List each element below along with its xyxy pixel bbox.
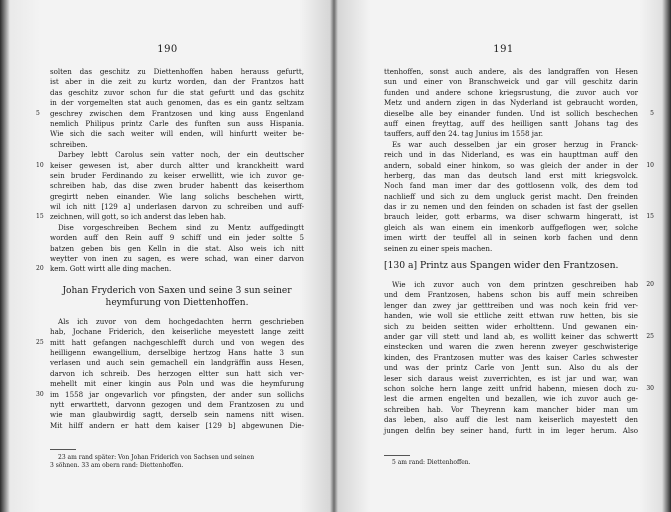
- text-line: [384, 374, 638, 384]
- text-line: [384, 233, 638, 243]
- text-line: [384, 108, 654, 119]
- paragraph: [36, 222, 304, 275]
- text-line-content: sein bruder Ferdinando zu keiser erwellitt, wie ich zuvor ge-: [50, 170, 304, 180]
- footnote-line: 3 söhnen. 33 am obern rand: Diettenhoffen.: [50, 462, 184, 469]
- text-line: [50, 400, 304, 410]
- line-number: 20: [36, 265, 44, 273]
- text-line: [384, 150, 638, 160]
- text-line: [50, 150, 304, 160]
- text-line: [384, 244, 638, 254]
- section-heading: [130 a] Printz aus Spangen wider den Frantzosen.: [384, 260, 619, 272]
- text-line: [50, 379, 304, 389]
- text-line-content: sich zu beiden seitten wider erholttenn. Und gewanen ein-: [384, 321, 638, 331]
- text-line: [384, 129, 638, 139]
- text-line-content: kinden, des Frantzosen mutter was des kaiser Carles schwester: [384, 352, 638, 362]
- page-number: 190: [157, 44, 178, 55]
- text-line: [50, 223, 304, 233]
- text-line-content: sun und einer von Branschweick und gar vill geschitz darin: [384, 77, 638, 87]
- text-line-content: Mit hilff andern er hatt dem kaiser [129 b] abgewunen Die-: [50, 420, 304, 430]
- text-line: [50, 98, 304, 108]
- footnotes: [50, 454, 304, 470]
- line-number: 15: [646, 213, 654, 221]
- text-line-content: Darbey lebtt Carolus sein vatter noch, der ein deuttscher: [58, 150, 304, 160]
- text-line: [50, 129, 304, 139]
- text-line-content: nytt erwarttett, darvonn gezogen und dem Frantzosen zu und: [50, 399, 304, 409]
- text-line-content: Dise vorgeschreiben Bechem sind zu Mentz auffgedingtt: [58, 222, 304, 232]
- text-line: [50, 171, 304, 181]
- text-line-content: solten das geschitz zu Diettenhoffen haben herauss gefurtt,: [50, 67, 304, 76]
- text-line: [384, 67, 638, 77]
- text-line-content: heilligenn ewangellium, derselbige hertzog Hans hatte 3 sun: [50, 347, 304, 357]
- footnotes: [384, 459, 638, 467]
- text-line: [384, 98, 638, 108]
- text-line: [50, 421, 304, 431]
- text-line-content: imen wirtt der teuffel all in seinen korb fachen und denn: [384, 233, 638, 243]
- text-line: [384, 301, 638, 311]
- text-line: [50, 410, 304, 420]
- paragraph: [384, 139, 654, 254]
- text-line: [384, 223, 638, 233]
- text-line: [50, 202, 304, 212]
- footnote-divider: [50, 449, 76, 450]
- text-line: [384, 202, 638, 212]
- text-line-content: ttenhoffen, sonst auch andere, als des landgraffen von Hesen: [384, 67, 638, 76]
- text-line: [36, 337, 304, 348]
- text-line-content: Noch fand man imer dar des gottlosenn volk, des dem tod: [384, 181, 638, 191]
- text-line: [384, 342, 638, 352]
- text-line: [384, 415, 638, 425]
- text-line: [36, 160, 304, 171]
- left-page: [0, 0, 335, 512]
- text-line-content: ander gar vill stett und land ab, es wollitt keiner das schwertt: [384, 331, 638, 341]
- text-line-content: verlasen und auch sein gemachell ein landgräffin auss Hesen,: [50, 358, 304, 368]
- text-line-content: leser sich daraus weist zuverrichten, es ist jar und war, wan: [384, 373, 638, 383]
- text-line-content: andern, sobald einer hinkom, so was gleich der ander in der: [384, 160, 638, 170]
- footnote-line: 5 am rand: Diettenhoffen.: [392, 459, 471, 466]
- text-line: [384, 171, 638, 181]
- text-line: [50, 119, 304, 129]
- text-line: [384, 331, 654, 342]
- text-line: [50, 77, 304, 87]
- text-line-content: worden auff den Rein auff 9 schiff und ein jeder soltte 5: [50, 233, 304, 243]
- text-line: [50, 369, 304, 379]
- text-line-content: wil ich nitt [129 a] underlasen darvon zu schreiben und auff-: [50, 202, 304, 212]
- text-line-content: Es war auch desselben jar ein groser herzug in Franck-: [392, 139, 638, 149]
- text-line-content: reich und in das Niderland, es was ein haupttman auff den: [384, 150, 638, 160]
- text-line-content: das ir zu nemen und den feinden on schaden ist fast der gsellen: [384, 202, 638, 212]
- text-line: [50, 233, 304, 243]
- text-line-content: gleich als wan einem ein imenkorb auffgeflogen wer, solche: [384, 222, 638, 232]
- paragraph: [36, 150, 304, 223]
- right-page: [336, 0, 671, 512]
- text-line-content: brauch leider, gott erbarms, wa diser schwarm hingeratt, ist: [384, 212, 638, 222]
- text-line-content: nachlieff und sich zu dem ungluck gerist macht. Den freinden: [384, 191, 638, 201]
- text-line-content: auff einen freyttag, auff des heilligen santt Johans tag des: [384, 118, 638, 128]
- text-line: [384, 290, 638, 300]
- text-line: [384, 140, 638, 150]
- text-line: [50, 327, 304, 337]
- text-line: [36, 212, 304, 222]
- text-line-content: mitt hatt gefangen nachgeschlefft durch und von wegen des: [50, 337, 304, 347]
- text-line-content: herberg, das man das deutsch land erst mitt kriegsvolck.: [384, 170, 638, 180]
- text-line-content: nemlich Philipus printz Carle des funften sun auss Hispania.: [50, 118, 304, 128]
- text-line-content: lest die armen engelten und bezallen, wie ich zuvor auch ge-: [384, 394, 638, 404]
- text-line: [36, 389, 304, 400]
- text-line: [50, 140, 304, 150]
- text-line-content: schreiben.: [50, 139, 88, 149]
- footnote-line: 23 am rand später: Von Johan Friderich von Sachsen und seinen: [58, 454, 255, 461]
- text-line: [384, 363, 638, 373]
- text-line: [36, 108, 304, 119]
- text-line: [384, 88, 638, 98]
- text-line: [384, 119, 638, 129]
- text-line-content: Wie sich die sach weiter will enden, will hinfurtt weiter be-: [50, 129, 304, 139]
- text-line: [50, 348, 304, 358]
- text-line: [384, 280, 654, 290]
- text-line: [50, 192, 304, 202]
- text-line: [384, 394, 638, 404]
- paragraph: [36, 316, 304, 431]
- text-line: [50, 181, 304, 191]
- chapter-heading: [50, 285, 304, 309]
- line-number: 15: [36, 213, 44, 221]
- text-line: [50, 67, 304, 77]
- text-line: [50, 244, 304, 254]
- text-line-content: jungen delfin bey seiner hand, furtt in im leger herum. Also: [384, 425, 638, 435]
- text-line-content: im 1558 jar ongevarlich vor pfingsten, der ander sun sollichs: [50, 389, 304, 399]
- text-line: [384, 181, 638, 191]
- text-line: [384, 405, 638, 415]
- text-line: [50, 88, 304, 98]
- text-line-content: ist aber in die zeit zu kurtz worden, dan der Frantzos hatt: [50, 77, 304, 87]
- text-line-content: darvon ich schreib. Des herzogen eltter sun hatt sich ver-: [50, 368, 304, 378]
- text-line-content: in der vorgemelten stat auch genomen, das es ein gantz seltzam: [50, 98, 304, 108]
- text-line: [384, 192, 638, 202]
- paragraph: [384, 67, 654, 140]
- text-line-content: keiser gewesen ist, aber durch altter und kranckheitt ward: [50, 160, 304, 170]
- chapter-heading-line: heymfurung von Diettenhoffen.: [105, 297, 249, 308]
- text-line-content: und dem Frantzosen, habens schon bis auff mein schreiben: [384, 290, 638, 300]
- text-line-content: weytter von inen zu sagen, es were schad, wan einer darvon: [50, 254, 304, 264]
- text-line-content: tauffers, auff den 24. tag Junius im 1558 jar.: [384, 129, 544, 139]
- text-line-content: kem. Gott wirtt alle ding machen.: [50, 264, 172, 274]
- line-number: 20: [646, 281, 654, 289]
- text-line: [384, 160, 654, 171]
- main-text: [36, 67, 304, 431]
- paragraph: [36, 67, 304, 150]
- text-line-content: funden und andere schone kriegsrustung, die zuvor auch vor: [384, 87, 638, 97]
- text-line-content: wie man glaubwirdig sagtt, derselb sein namens nitt wisen.: [50, 410, 304, 420]
- text-line: [50, 254, 304, 264]
- text-line: [384, 322, 638, 332]
- line-number: 10: [646, 161, 654, 169]
- line-number: 10: [36, 161, 44, 169]
- text-line-content: gregirtt neben einander. Wie lang solichs beschehen wirtt,: [50, 191, 304, 201]
- main-text: [384, 67, 654, 436]
- text-line-content: das leben, also auff die lest nam keiserlich mayestett den: [384, 415, 638, 425]
- text-line-content: das geschitz zuvor schon fur die stat gefurtt und das gschitz: [50, 87, 304, 97]
- line-number: 5: [36, 109, 40, 117]
- text-line-content: schon solche hern lange zeitt unfrid habenn, miesen doch zu-: [384, 383, 638, 393]
- text-line-content: dieselbe alle bey einander funden. Und ist sollich beschechen: [384, 108, 638, 118]
- text-line: [384, 426, 638, 436]
- text-line-content: Als ich zuvor von dem hochgedachten herrn geschrieben: [58, 316, 304, 326]
- text-line-content: seinen zu einer speis machen.: [384, 243, 493, 253]
- line-number: 30: [36, 390, 44, 398]
- text-line-content: zeichnen, will gott, so ich anderst das leben hab.: [50, 212, 226, 222]
- text-line-content: und was der printz Carle von Jentt sun. Also du als der: [384, 363, 638, 373]
- text-line: [384, 311, 638, 321]
- text-line-content: hab, Jochane Friderich, den keiserliche meyestett lange zeitt: [50, 327, 304, 337]
- line-number: 25: [646, 332, 654, 340]
- text-line: [384, 77, 638, 87]
- line-number: 25: [36, 338, 44, 346]
- text-line-content: schreiben hab. Vor Theyrenn kam mancher bider man um: [384, 404, 638, 414]
- page-number: 191: [493, 44, 514, 55]
- text-line-content: schreiben hab, das dise zwen bruder habentt das keiserthom: [50, 181, 304, 191]
- text-line: [384, 212, 654, 222]
- text-line-content: handen, wie woll sie ettliche zeitt ettwan ruw hetten, bis sie: [384, 311, 638, 321]
- text-line: [384, 383, 654, 394]
- text-line-content: mehellt mit einer kingin aus Poln und was die heymfurung: [50, 379, 304, 389]
- text-line-content: Wie ich zuvor auch von dem printzen geschreiben hab: [392, 280, 638, 290]
- line-number: 30: [646, 384, 654, 392]
- text-line-content: geschrey zwischen dem Frantzosen und king auss Engenland: [50, 108, 304, 118]
- text-line: [384, 353, 638, 363]
- text-line-content: einstecken und waren die zwen herenn zweyer geschwisterige: [384, 342, 638, 352]
- line-number: 5: [650, 109, 654, 117]
- paragraph: [384, 280, 654, 436]
- text-line: [36, 264, 304, 274]
- text-line: [50, 317, 304, 327]
- chapter-heading-line: Johan Fryderich von Saxen und seine 3 sun seiner: [62, 285, 292, 296]
- text-line-content: lenger dan zwey jar getttreiben und was noch kein frid ver-: [384, 300, 638, 310]
- text-line: [50, 358, 304, 368]
- text-line-content: batzen geben bis gen Kelln in die stat. Also weis ich nitt: [50, 243, 304, 253]
- text-line-content: Metz und andern zigen in das Nyderland ist gebraucht worden,: [384, 98, 638, 108]
- footnote-divider: [384, 455, 410, 456]
